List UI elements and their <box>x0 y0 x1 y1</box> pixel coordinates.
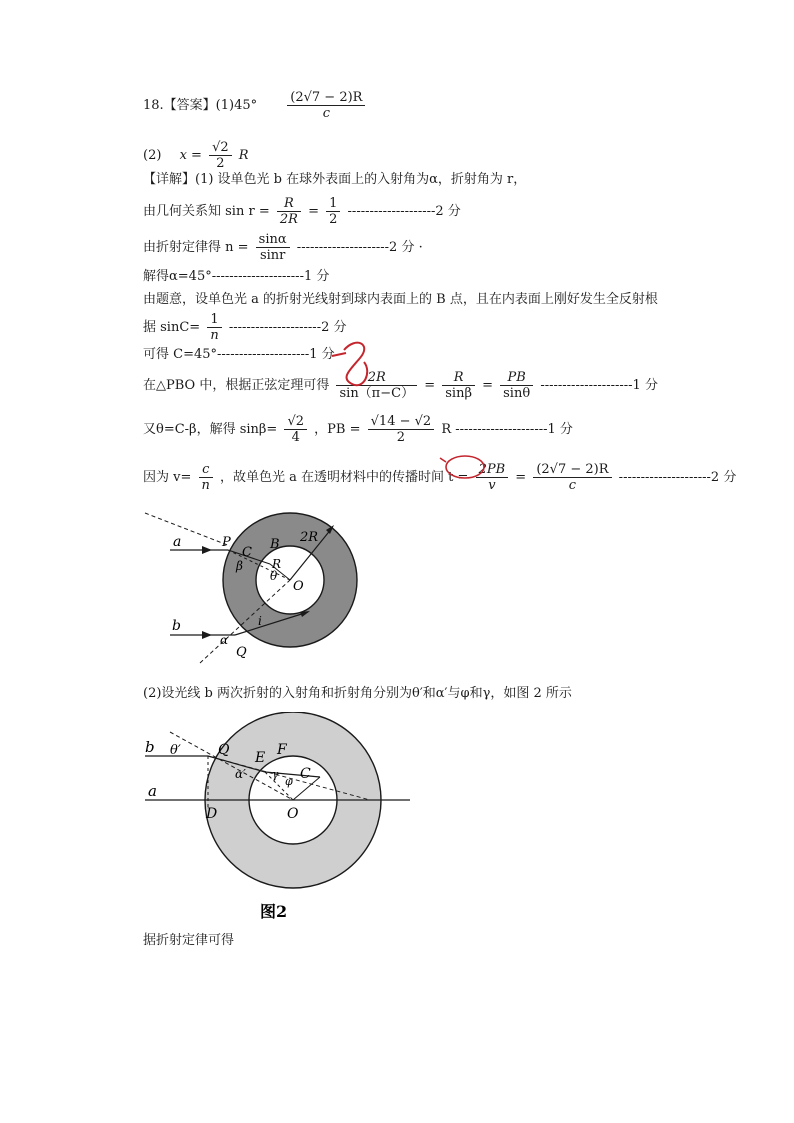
l9-tail: ---------------------2 分 <box>618 470 737 485</box>
l7-num1: 2R <box>336 370 417 386</box>
fig1-label-beta: β <box>236 559 243 573</box>
l5-den: n <box>210 328 219 343</box>
fig2-label-b: b <box>145 738 155 756</box>
l1-num1: R <box>277 196 301 212</box>
fig1-label-a: a <box>173 534 182 550</box>
fig1-label-alpha: α <box>220 633 229 647</box>
detail-line-3: 解得α=45°---------------------1 分 <box>143 269 330 284</box>
fig2-label-thetap: θ′ <box>170 743 181 758</box>
l8-num1: √2 <box>284 414 307 430</box>
fig2-label-e: E <box>255 750 266 766</box>
l7-prefix: 在△PBO 中，根据正弦定理可得 <box>143 378 330 393</box>
l5-tail: ---------------------2 分 <box>228 320 347 335</box>
l8-prefix: 又θ=C-β，解得 sinβ= <box>143 422 278 437</box>
fig1-label-r: R <box>272 557 282 571</box>
red-mark-eight <box>344 343 367 386</box>
detail-line-4: 由题意，设单色光 a 的折射光线射到球内表面上的 B 点，且在内表面上刚好发生全反射根 <box>143 292 658 307</box>
figure-1 <box>140 508 380 668</box>
l5-num: 1 <box>207 312 221 328</box>
answer-part2-den: 2 <box>216 156 225 171</box>
l7-den2: sinβ <box>445 386 472 401</box>
figure-2 <box>140 712 430 927</box>
l8-num2: √14 − √2 <box>368 414 435 430</box>
l7-num3: PB <box>500 370 533 386</box>
l1-prefix: 由几何关系知 sin r = <box>143 204 270 219</box>
detail-line-7: 在△PBO 中，根据正弦定理可得 $\frac{2R}{\sin(\pi-C)}$ = $\frac{R}{\sin\beta}$ = $\frac{PB}{\sin\theta}$ ---------------------1 分 <box>143 370 658 401</box>
red-circle-2pb <box>446 456 484 478</box>
fig2-label-q: Q <box>218 742 230 758</box>
fig1-ray-b-arrow <box>202 631 212 639</box>
l9-den3: c <box>568 478 577 493</box>
fig1-label-2r: 2R <box>300 530 319 545</box>
fig1-label-q: Q <box>236 645 247 660</box>
l9-den2: v <box>488 478 496 493</box>
l7-tail: ---------------------1 分 <box>540 378 658 393</box>
l2-den: sinr <box>259 248 286 263</box>
l2-tail: ---------------------2 分 · <box>296 240 423 255</box>
fig2-label-a: a <box>148 782 157 800</box>
part2-text: (2)设光线 b 两次折射的入射角和折射角分别为θ′和α′与φ和γ，如图 2 所示 <box>143 686 572 701</box>
l7-den1: sin（π−C） <box>339 386 415 401</box>
red-circle-tail <box>440 458 446 462</box>
l2-num: sinα <box>256 232 290 248</box>
answer-part2-label: (2) <box>143 148 162 163</box>
fig2-label-d: D <box>206 806 218 822</box>
l9-den1: n <box>201 478 210 493</box>
l1-num2: 1 <box>326 196 340 212</box>
answer-time-num: (2√7 − 2)R <box>287 90 365 106</box>
l1-tail: --------------------2 分 <box>347 204 461 219</box>
fig1-label-p: P <box>222 535 231 550</box>
fig2-caption: 图2 <box>260 902 288 921</box>
fig1-label-b-pt: B <box>270 537 280 552</box>
fig1-label-o: O <box>293 579 304 594</box>
l8-tail: R ---------------------1 分 <box>441 422 573 437</box>
fig2-label-phi: φ <box>285 775 293 788</box>
fig1-label-i: i <box>258 614 262 628</box>
fig2-label-alphap: α′ <box>235 767 246 781</box>
l9-num3: (2√7 − 2)R <box>533 462 611 478</box>
l7-den3: sinθ <box>503 386 531 401</box>
l8-den2: 2 <box>396 430 406 445</box>
answer-time-den: c <box>322 106 331 121</box>
fig2-label-f: F <box>277 742 287 758</box>
l1-den1: 2R <box>279 212 298 227</box>
answer-part2-num: √2 <box>209 140 232 156</box>
footer-text: 据折射定律可得 <box>143 933 235 948</box>
l1-eq: = <box>308 204 319 219</box>
red-mark-dash <box>332 353 346 356</box>
l8-mid: ，PB = <box>314 422 361 437</box>
answer-label: 18.【答案】(1)45° <box>143 98 258 113</box>
l2-prefix: 由折射定律得 n = <box>143 240 249 255</box>
l7-num2: R <box>442 370 475 386</box>
answer-part2-lhs: x = <box>179 148 202 163</box>
l9-num2: 2PB <box>476 462 509 478</box>
l8-den1: 4 <box>291 430 300 445</box>
fig1-label-c: C <box>242 545 252 560</box>
l9-prefix: 因为 v= <box>143 470 192 485</box>
answer-part2-tail: R <box>238 148 249 163</box>
l9-num1: c <box>199 462 213 478</box>
fig2-label-o: O <box>287 806 299 822</box>
l1-den2: 2 <box>329 212 338 227</box>
detail-header: 【详解】(1) 设单色光 b 在球外表面上的入射角为α，折射角为 r， <box>143 172 527 187</box>
fig1-ray-a-arrow <box>202 546 212 554</box>
fig1-normal-dashed <box>145 513 230 546</box>
l9-mid: ，故单色光 a 在透明材料中的传播时间 t = <box>220 470 469 485</box>
fig1-label-theta: θ <box>270 569 278 583</box>
l5-prefix: 据 sinC= <box>143 320 201 335</box>
l9-eq: = <box>515 470 527 485</box>
fig1-label-b: b <box>172 618 181 634</box>
fig2-label-c: C <box>300 766 311 782</box>
fig2-label-gamma: γ <box>272 768 279 781</box>
detail-line-6: 可得 C=45°---------------------1 分 <box>143 347 335 362</box>
